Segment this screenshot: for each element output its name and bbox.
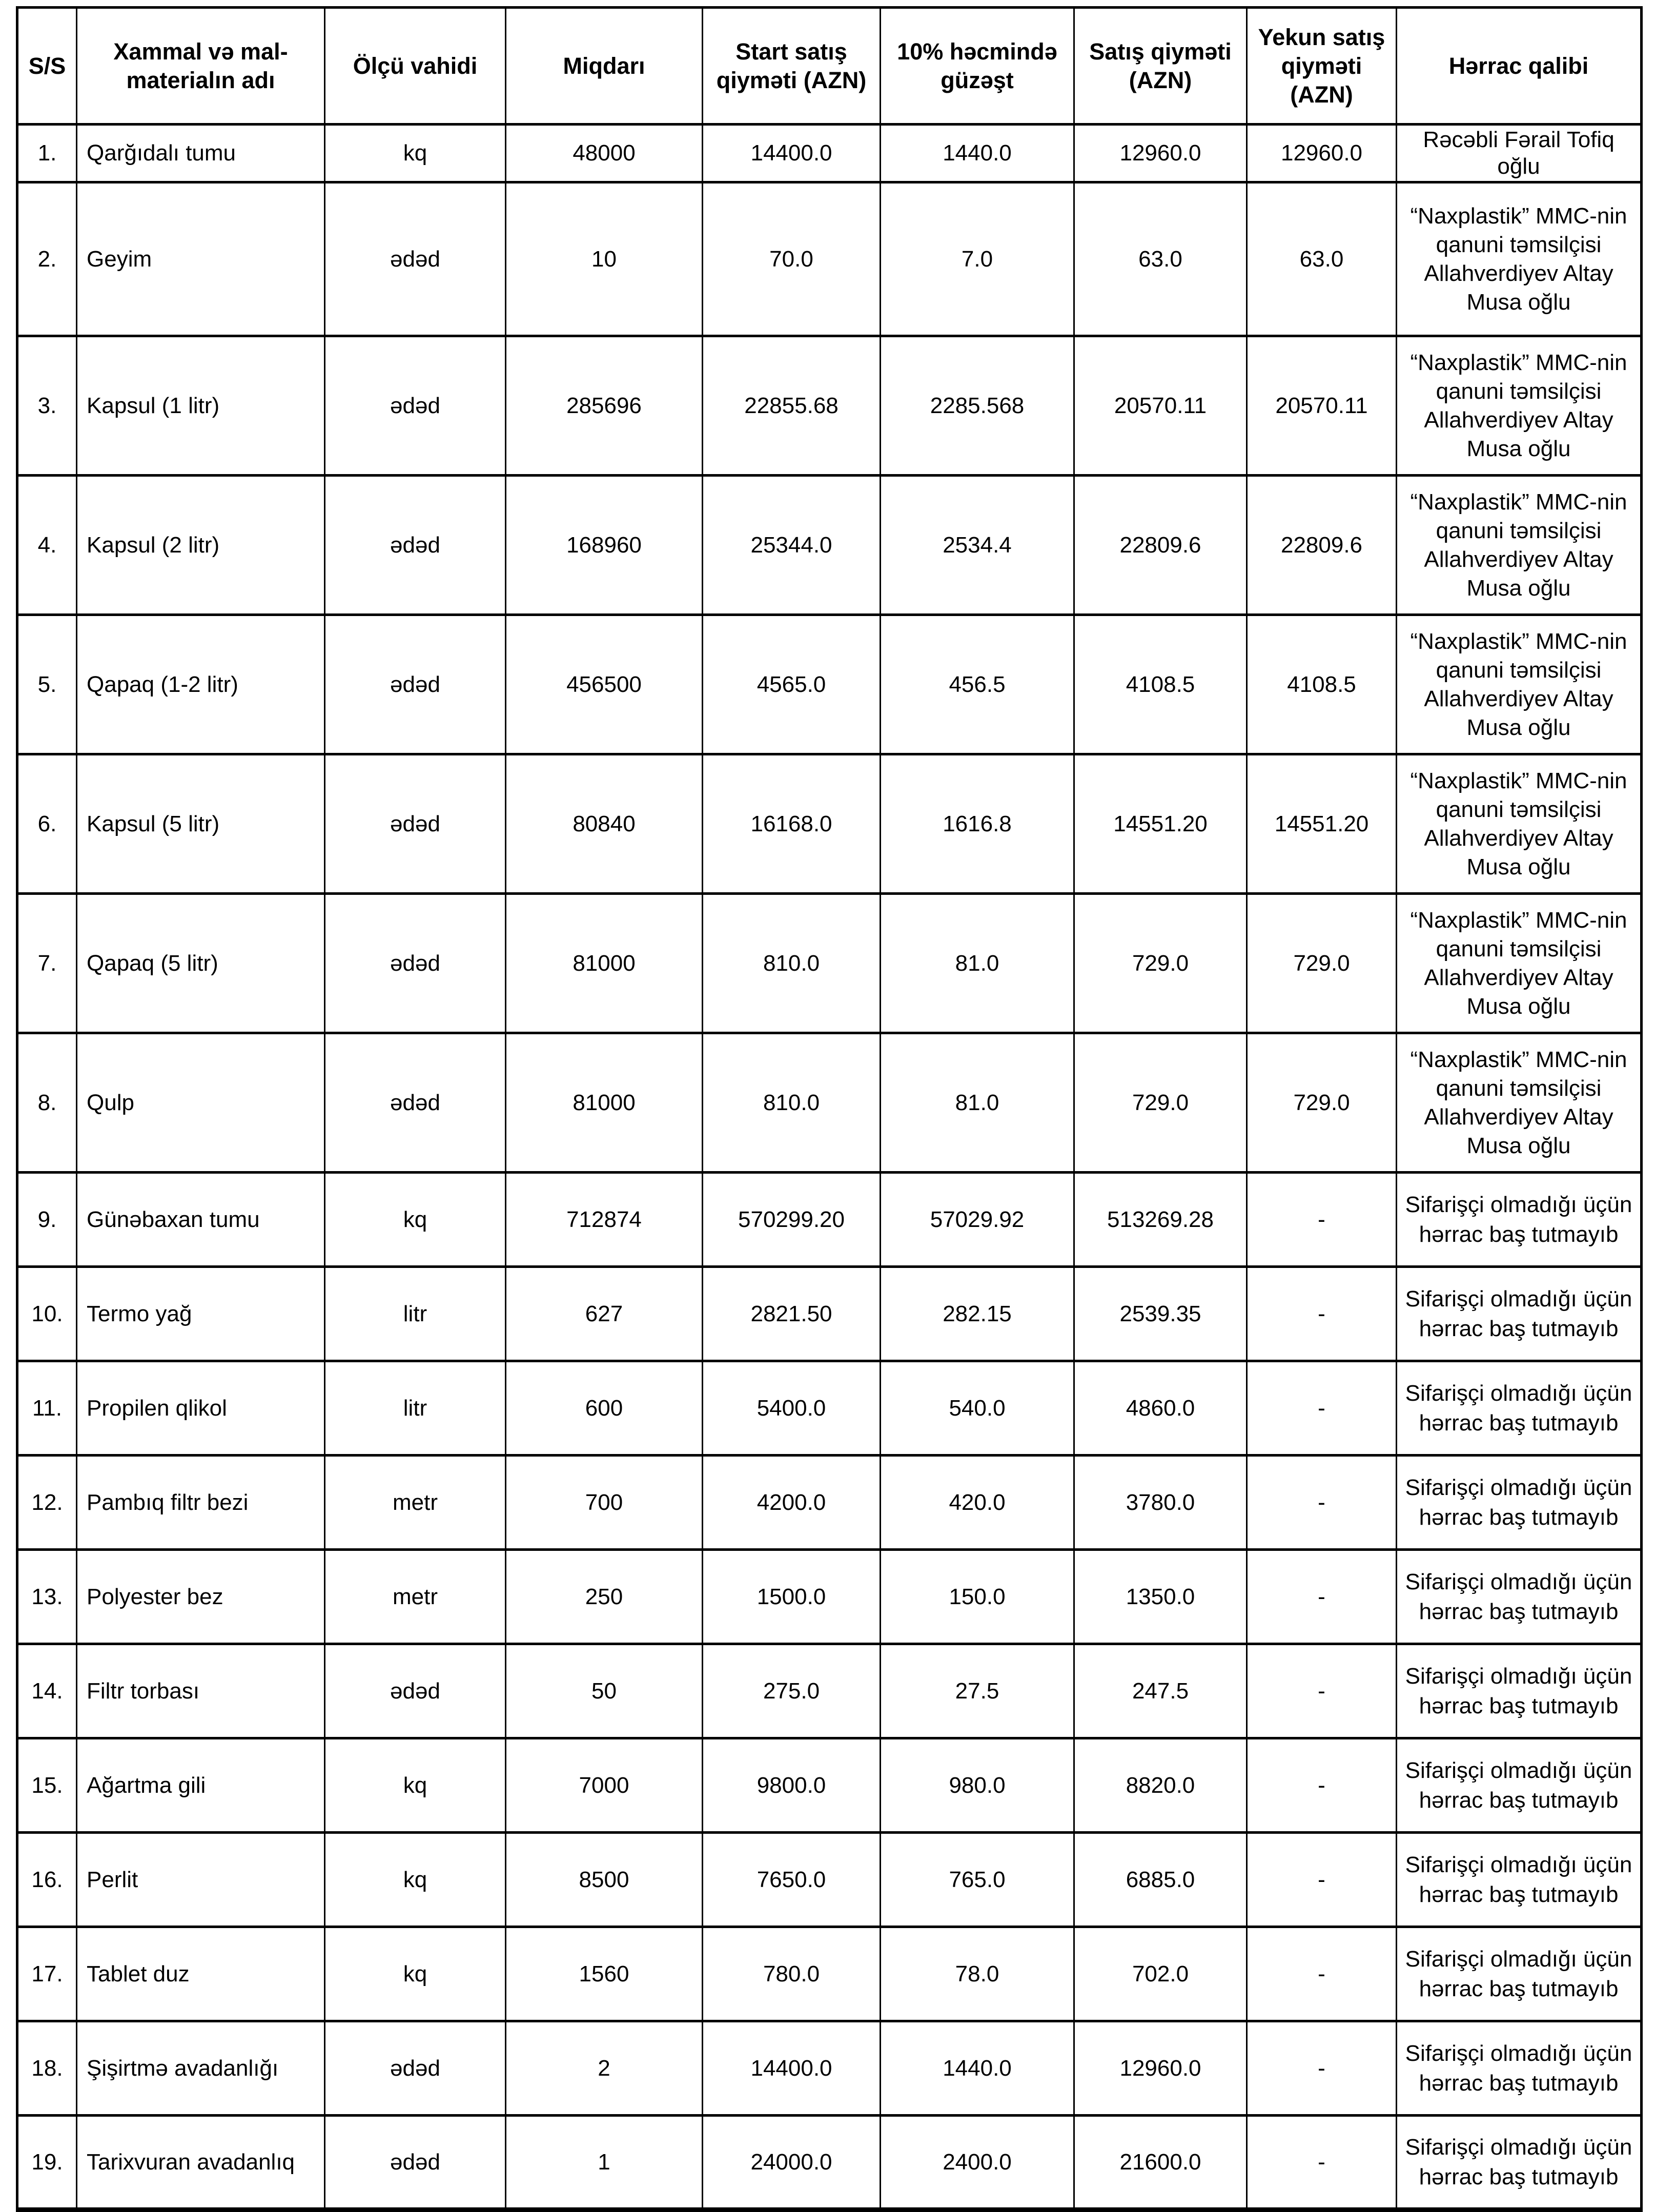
cell-name: Kapsul (1 litr) — [77, 336, 325, 476]
table-row — [17, 1361, 1642, 1456]
cell-quantity: 168960 — [506, 476, 703, 615]
cell-sale-price: 3780.0 — [1074, 1456, 1247, 1550]
cell-name: Qapaq (5 litr) — [77, 894, 325, 1033]
cell-start-price: 1500.0 — [703, 1550, 881, 1644]
table-row — [17, 336, 1642, 476]
cell-final-price: - — [1247, 1173, 1397, 1267]
cell-winner: Sifarişçi olmadığı üçün hərrac baş tutmayıb — [1397, 2116, 1642, 2210]
cell-sale-price: 20570.11 — [1074, 336, 1247, 476]
cell-name: Geyim — [77, 182, 325, 336]
table-row — [17, 2021, 1642, 2116]
cell-start-price: 14400.0 — [703, 125, 881, 182]
cell-winner: “Naxplastik” MMC-nin qanuni təmsilçisi Allahverdiyev Altay Musa oğlu — [1397, 1033, 1642, 1173]
cell-sale-price: 21600.0 — [1074, 2116, 1247, 2210]
cell-unit: kq — [325, 125, 506, 182]
cell-start-price: 2821.50 — [703, 1267, 881, 1361]
cell-unit: ədəd — [325, 894, 506, 1033]
cell-discount: 2534.4 — [881, 476, 1074, 615]
cell-final-price: - — [1247, 1550, 1397, 1644]
cell-discount: 7.0 — [881, 182, 1074, 336]
cell-discount: 1440.0 — [881, 2021, 1074, 2116]
cell-name: Filtr torbası — [77, 1644, 325, 1738]
cell-winner: Sifarişçi olmadığı üçün hərrac baş tutmayıb — [1397, 1173, 1642, 1267]
cell-sale-price: 1350.0 — [1074, 1550, 1247, 1644]
cell-winner: “Naxplastik” MMC-nin qanuni təmsilçisi Allahverdiyev Altay Musa oğlu — [1397, 182, 1642, 336]
column-header-final-price: Yekun satış qiyməti (AZN) — [1247, 8, 1397, 125]
cell-winner: “Naxplastik” MMC-nin qanuni təmsilçisi Allahverdiyev Altay Musa oğlu — [1397, 336, 1642, 476]
cell-start-price: 22855.68 — [703, 336, 881, 476]
cell-ss: 2. — [17, 182, 77, 336]
cell-unit: kq — [325, 1927, 506, 2021]
cell-discount: 282.15 — [881, 1267, 1074, 1361]
cell-final-price: 20570.11 — [1247, 336, 1397, 476]
cell-start-price: 4200.0 — [703, 1456, 881, 1550]
cell-discount: 456.5 — [881, 615, 1074, 754]
cell-ss: 7. — [17, 894, 77, 1033]
cell-start-price: 25344.0 — [703, 476, 881, 615]
cell-discount: 81.0 — [881, 894, 1074, 1033]
cell-quantity: 8500 — [506, 1833, 703, 1927]
cell-winner: Rəcəbli Fərail Tofiq oğlu — [1397, 125, 1642, 182]
cell-ss: 13. — [17, 1550, 77, 1644]
table-row — [17, 2116, 1642, 2210]
cell-unit: ədəd — [325, 1644, 506, 1738]
cell-winner: Sifarişçi olmadığı üçün hərrac baş tutmayıb — [1397, 1267, 1642, 1361]
cell-discount: 150.0 — [881, 1550, 1074, 1644]
cell-name: Qapaq (1-2 litr) — [77, 615, 325, 754]
cell-sale-price: 247.5 — [1074, 1644, 1247, 1738]
cell-winner: Sifarişçi olmadığı üçün hərrac baş tutmayıb — [1397, 2021, 1642, 2116]
cell-name: Pambıq filtr bezi — [77, 1456, 325, 1550]
cell-final-price: - — [1247, 1644, 1397, 1738]
cell-unit: kq — [325, 1833, 506, 1927]
cell-quantity: 600 — [506, 1361, 703, 1456]
cell-quantity: 81000 — [506, 894, 703, 1033]
cell-ss: 9. — [17, 1173, 77, 1267]
cell-ss: 11. — [17, 1361, 77, 1456]
cell-final-price: 14551.20 — [1247, 754, 1397, 894]
cell-unit: ədəd — [325, 476, 506, 615]
table-row — [17, 754, 1642, 894]
cell-winner: Sifarişçi olmadığı üçün hərrac baş tutmayıb — [1397, 1927, 1642, 2021]
cell-unit: ədəd — [325, 615, 506, 754]
cell-start-price: 24000.0 — [703, 2116, 881, 2210]
cell-quantity: 80840 — [506, 754, 703, 894]
cell-start-price: 810.0 — [703, 894, 881, 1033]
cell-start-price: 70.0 — [703, 182, 881, 336]
cell-name: Tarixvuran avadanlıq — [77, 2116, 325, 2210]
cell-final-price: - — [1247, 1361, 1397, 1456]
cell-ss: 17. — [17, 1927, 77, 2021]
cell-quantity: 48000 — [506, 125, 703, 182]
cell-discount: 420.0 — [881, 1456, 1074, 1550]
cell-final-price: - — [1247, 1738, 1397, 1833]
table-row — [17, 1550, 1642, 1644]
cell-quantity: 627 — [506, 1267, 703, 1361]
cell-winner: Sifarişçi olmadığı üçün hərrac baş tutmayıb — [1397, 1833, 1642, 1927]
table-row — [17, 1738, 1642, 1833]
table-row — [17, 125, 1642, 182]
cell-name: Polyester bez — [77, 1550, 325, 1644]
cell-discount: 27.5 — [881, 1644, 1074, 1738]
cell-quantity: 50 — [506, 1644, 703, 1738]
cell-name: Tablet duz — [77, 1927, 325, 2021]
cell-ss: 6. — [17, 754, 77, 894]
cell-start-price: 7650.0 — [703, 1833, 881, 1927]
cell-sale-price: 6885.0 — [1074, 1833, 1247, 1927]
cell-sale-price: 729.0 — [1074, 894, 1247, 1033]
cell-name: Kapsul (2 litr) — [77, 476, 325, 615]
cell-ss: 12. — [17, 1456, 77, 1550]
cell-name: Şişirtmə avadanlığı — [77, 2021, 325, 2116]
cell-unit: litr — [325, 1267, 506, 1361]
cell-sale-price: 729.0 — [1074, 1033, 1247, 1173]
cell-start-price: 570299.20 — [703, 1173, 881, 1267]
cell-unit: ədəd — [325, 2116, 506, 2210]
cell-winner: Sifarişçi olmadığı üçün hərrac baş tutmayıb — [1397, 1738, 1642, 1833]
cell-ss: 8. — [17, 1033, 77, 1173]
cell-discount: 2400.0 — [881, 2116, 1074, 2210]
cell-name: Propilen qlikol — [77, 1361, 325, 1456]
cell-unit: ədəd — [325, 182, 506, 336]
cell-discount: 765.0 — [881, 1833, 1074, 1927]
cell-ss: 19. — [17, 2116, 77, 2210]
cell-final-price: - — [1247, 1267, 1397, 1361]
cell-final-price: 22809.6 — [1247, 476, 1397, 615]
cell-quantity: 700 — [506, 1456, 703, 1550]
cell-sale-price: 22809.6 — [1074, 476, 1247, 615]
cell-ss: 14. — [17, 1644, 77, 1738]
cell-discount: 540.0 — [881, 1361, 1074, 1456]
cell-start-price: 275.0 — [703, 1644, 881, 1738]
cell-sale-price: 8820.0 — [1074, 1738, 1247, 1833]
cell-final-price: 729.0 — [1247, 894, 1397, 1033]
column-header-discount: 10% həcmində güzəşt — [881, 8, 1074, 125]
cell-start-price: 810.0 — [703, 1033, 881, 1173]
cell-winner: Sifarişçi olmadığı üçün hərrac baş tutmayıb — [1397, 1361, 1642, 1456]
cell-discount: 81.0 — [881, 1033, 1074, 1173]
cell-quantity: 456500 — [506, 615, 703, 754]
cell-winner: “Naxplastik” MMC-nin qanuni təmsilçisi Allahverdiyev Altay Musa oğlu — [1397, 754, 1642, 894]
table-row — [17, 1033, 1642, 1173]
table-row — [17, 1173, 1642, 1267]
cell-start-price: 9800.0 — [703, 1738, 881, 1833]
cell-start-price: 780.0 — [703, 1927, 881, 2021]
cell-unit: kq — [325, 1173, 506, 1267]
cell-unit: ədəd — [325, 336, 506, 476]
column-header-unit: Ölçü vahidi — [325, 8, 506, 125]
cell-sale-price: 63.0 — [1074, 182, 1247, 336]
cell-quantity: 81000 — [506, 1033, 703, 1173]
cell-final-price: 63.0 — [1247, 182, 1397, 336]
cell-name: Termo yağ — [77, 1267, 325, 1361]
cell-sale-price: 14551.20 — [1074, 754, 1247, 894]
auction-results-table — [16, 6, 1643, 2212]
cell-name: Kapsul (5 litr) — [77, 754, 325, 894]
table-body — [17, 125, 1642, 2210]
cell-quantity: 1 — [506, 2116, 703, 2210]
cell-unit: metr — [325, 1456, 506, 1550]
cell-winner: Sifarişçi olmadığı üçün hərrac baş tutmayıb — [1397, 1644, 1642, 1738]
cell-sale-price: 2539.35 — [1074, 1267, 1247, 1361]
cell-winner: “Naxplastik” MMC-nin qanuni təmsilçisi Allahverdiyev Altay Musa oğlu — [1397, 476, 1642, 615]
cell-quantity: 712874 — [506, 1173, 703, 1267]
cell-ss: 10. — [17, 1267, 77, 1361]
header-row — [17, 8, 1642, 125]
cell-sale-price: 4860.0 — [1074, 1361, 1247, 1456]
table-row — [17, 1456, 1642, 1550]
cell-final-price: 4108.5 — [1247, 615, 1397, 754]
cell-quantity: 285696 — [506, 336, 703, 476]
cell-final-price: - — [1247, 2116, 1397, 2210]
cell-ss: 3. — [17, 336, 77, 476]
cell-ss: 5. — [17, 615, 77, 754]
cell-start-price: 4565.0 — [703, 615, 881, 754]
column-header-auction-winner: Hərrac qalibi — [1397, 8, 1642, 125]
cell-final-price: - — [1247, 2021, 1397, 2116]
cell-discount: 1440.0 — [881, 125, 1074, 182]
column-header-quantity: Miqdarı — [506, 8, 703, 125]
cell-ss: 18. — [17, 2021, 77, 2116]
table-row — [17, 476, 1642, 615]
cell-ss: 4. — [17, 476, 77, 615]
cell-sale-price: 513269.28 — [1074, 1173, 1247, 1267]
cell-sale-price: 12960.0 — [1074, 2021, 1247, 2116]
cell-quantity: 1560 — [506, 1927, 703, 2021]
cell-unit: ədəd — [325, 2021, 506, 2116]
cell-winner: Sifarişçi olmadığı üçün hərrac baş tutmayıb — [1397, 1456, 1642, 1550]
table-row — [17, 182, 1642, 336]
cell-name: Perlit — [77, 1833, 325, 1927]
cell-name: Ağartma gili — [77, 1738, 325, 1833]
cell-sale-price: 702.0 — [1074, 1927, 1247, 2021]
cell-discount: 1616.8 — [881, 754, 1074, 894]
cell-quantity: 250 — [506, 1550, 703, 1644]
cell-unit: ədəd — [325, 754, 506, 894]
cell-final-price: 12960.0 — [1247, 125, 1397, 182]
cell-name: Qarğıdalı tumu — [77, 125, 325, 182]
cell-final-price: - — [1247, 1927, 1397, 2021]
cell-start-price: 16168.0 — [703, 754, 881, 894]
column-header-material-name: Xammal və mal-materialın adı — [77, 8, 325, 125]
column-header-sale-price: Satış qiyməti (AZN) — [1074, 8, 1247, 125]
cell-ss: 16. — [17, 1833, 77, 1927]
table-row — [17, 1927, 1642, 2021]
table-row — [17, 1833, 1642, 1927]
cell-discount: 78.0 — [881, 1927, 1074, 2021]
cell-winner: Sifarişçi olmadığı üçün hərrac baş tutmayıb — [1397, 1550, 1642, 1644]
cell-final-price: - — [1247, 1456, 1397, 1550]
cell-sale-price: 4108.5 — [1074, 615, 1247, 754]
cell-sale-price: 12960.0 — [1074, 125, 1247, 182]
table-row — [17, 1644, 1642, 1738]
cell-name: Günəbaxan tumu — [77, 1173, 325, 1267]
cell-start-price: 14400.0 — [703, 2021, 881, 2116]
cell-quantity: 2 — [506, 2021, 703, 2116]
table-row — [17, 615, 1642, 754]
cell-name: Qulp — [77, 1033, 325, 1173]
cell-unit: litr — [325, 1361, 506, 1456]
column-header-ss: S/S — [17, 8, 77, 125]
cell-final-price: 729.0 — [1247, 1033, 1397, 1173]
cell-winner: “Naxplastik” MMC-nin qanuni təmsilçisi Allahverdiyev Altay Musa oğlu — [1397, 894, 1642, 1033]
cell-discount: 980.0 — [881, 1738, 1074, 1833]
cell-winner: “Naxplastik” MMC-nin qanuni təmsilçisi Allahverdiyev Altay Musa oğlu — [1397, 615, 1642, 754]
cell-unit: ədəd — [325, 1033, 506, 1173]
cell-quantity: 7000 — [506, 1738, 703, 1833]
table-row — [17, 1267, 1642, 1361]
cell-quantity: 10 — [506, 182, 703, 336]
cell-discount: 57029.92 — [881, 1173, 1074, 1267]
cell-unit: metr — [325, 1550, 506, 1644]
cell-discount: 2285.568 — [881, 336, 1074, 476]
cell-ss: 1. — [17, 125, 77, 182]
cell-start-price: 5400.0 — [703, 1361, 881, 1456]
table-row — [17, 894, 1642, 1033]
cell-ss: 15. — [17, 1738, 77, 1833]
cell-final-price: - — [1247, 1833, 1397, 1927]
column-header-start-price: Start satış qiyməti (AZN) — [703, 8, 881, 125]
cell-unit: kq — [325, 1738, 506, 1833]
